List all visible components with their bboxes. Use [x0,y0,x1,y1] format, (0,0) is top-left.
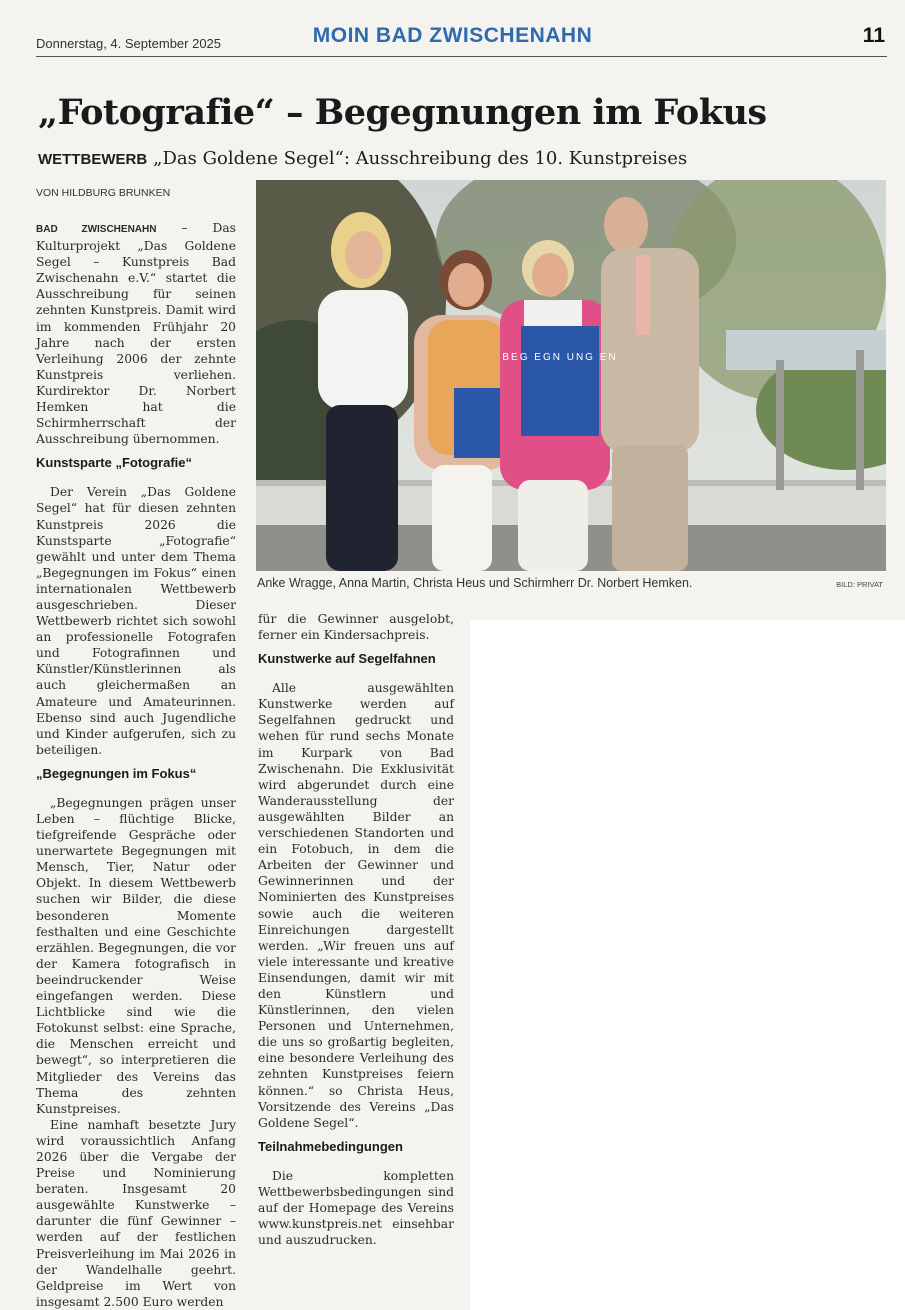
header-rule [36,56,887,57]
lead-paragraph [36,220,236,447]
subhead-segelfahnen: Kunstwerke auf Segelfahnen [258,651,436,667]
subhead-teilnahme: Teilnahmebedingungen [258,1138,403,1154]
issue-date: Donnerstag, 4. September 2025 [36,36,222,51]
subhead-begegnungen: „Begegnungen im Fokus“ [36,765,197,781]
page-number: 11 [862,24,885,47]
article-photo [256,180,886,571]
paragraph-fotografie: Der Verein „Das Goldene Segel“ hat für diesen zehnten Kunstpreis 2026 die Kunstsparte „Fotografie“ gewählt und unter dem Thema „Begegnungen im Fokus“ einen internationalen Wettbewerb ausgeschrieben. Dieser Wettbewerb richtet sich sowohl an professionelle Fotografen und Fotografinnen und Künstler/Künstlerinnen als auch gleichermaßen an Amateure und Amateurinnen. Ebenso sind auch Jugendliche und Kinder aufgerufen, sich zu beteiligen. [36,485,236,757]
article-headline: „Fotografie“ – Begegnungen im Fokus [38,92,767,133]
article-subheadline [38,148,687,169]
paragraph-teilnahme: Die kompletten Wettbewerbsbedingungen sind auf der Homepage des Vereins www.kunstpreis.net einsehbar und auszudrucken. [258,1168,454,1248]
blank-area [470,620,905,1310]
subhead-fotografie: Kunstsparte „Fotografie“ [36,455,193,471]
paragraph-begegnungen-2: Eine namhaft besetzte Jury wird voraussichtlich Anfang 2026 über die Vergabe der Preise und Nominierung beraten. Insgesamt 20 ausgewählte Kunstwerke – darunter die fünf Gewinner – werden auf der festlichen Preisverleihung im Mai 2026 in der Wandelhalle geehrt. Geldpreise im Wert von insgesamt 2.500 Euro werden [36,1117,236,1309]
paragraph-segelfahnen: Alle ausgewählten Kunstwerke werden auf Segelfahnen gedruckt und wehen für rund sechs Monate im Kurpark von Bad Zwischenahn. Die Exklusivität wird abgerundet durch eine Wanderausstellung der ausgewählten Bilder an verschiedenen Standorten und ein Fotobuch, in dem die Arbeiten der Gewinner und Gewinnerinnen und der Nominierten des Kunstpreises sowie auch die weiteren Einreichungen dargestellt werden. „Wir freuen uns auf viele interessante und kreative Einsendungen, damit wir mit den Künstlern und Künstlerinnen, den vielen Personen und Unternehmen, die uns so großartig begleiten, eine besondere Verleihung des zehnten Kunstpreises feiern können.“ so Christa Heus, Vorsitzende des Vereins „Das Goldene Segel“. [258,681,454,1130]
group-photo-illustration [256,180,886,571]
poster-text: BEG EGN UNG EN [502,352,618,363]
paragraph-continuation: für die Gewinner ausgelobt, ferner ein Kindersachpreis. [258,612,454,643]
byline: VON HILDBURG BRUNKEN [36,187,171,199]
subheadline-text: „Das Goldene Segel“: Ausschreibung des 10. Kunstpreises [153,148,688,169]
kicker: WETTBEWERB [38,151,148,168]
paragraph-begegnungen-1: „Begegnungen prägen unser Leben – flüchtige Blicke, tiefgreifende Gespräche oder unerwartete Begegnungen mit Mensch, Tier, Natur oder Objekt. In diesem Wettbewerb suchen wir Bilder, die diese besonderen Momente festhalten und eine Geschichte erzählen. Begegnungen, die vor der Kamera fotografisch in beeindruckender Weise eingefangen werden. Diese Lichtblicke sind wie die Fotokunst selbst: eine Sprache, die Menschen erreicht und bewegt“, so interpretieren die Mitglieder des Vereins das Thema des zehnten Kunstpreises. [36,795,236,1116]
article-column-1 [36,220,236,1310]
photo-caption: Anke Wragge, Anna Martin, Christa Heus und Schirmherr Dr. Norbert Hemken. [257,576,693,590]
lead-text: – Das Kulturprojekt „Das Goldene Segel – Kunstpreis Bad Zwischenahn e.V.“ startet die Ausschreibung für seinen zehnten Kunstpreis. Damit wird im kommenden Frühjahr 20 Jahre nach der ersten Verleihung 2006 der zehnte Kunstpreis verliehen. Kurdirektor Dr. Norbert Hemken hat die Schirmherrschaft der Ausschreibung übernommen. [36,221,236,447]
photo-credit: BILD: PRIVAT [836,580,883,589]
dateline: BAD ZWISCHENAHN [36,224,157,235]
article-column-2 [258,611,454,1248]
section-title: MOIN BAD ZWISCHENAHN [312,24,593,47]
